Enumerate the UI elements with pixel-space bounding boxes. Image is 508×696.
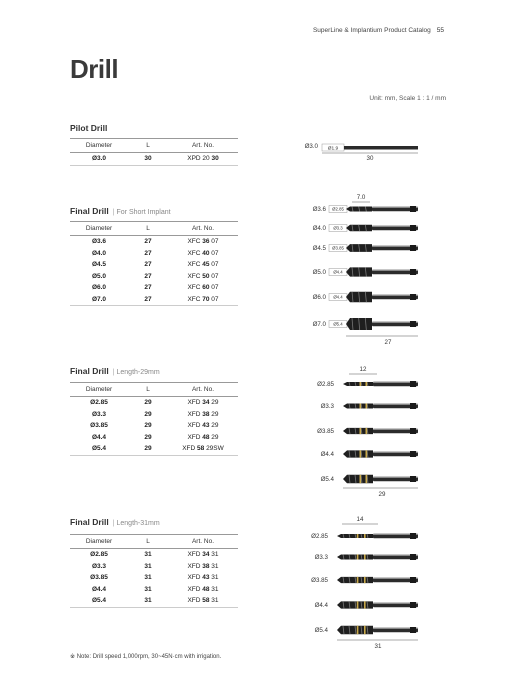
art-no-cell: XFC 60 07	[187, 284, 219, 292]
diameter-label: Ø3.6	[312, 206, 326, 213]
column-header-length: L	[128, 222, 168, 236]
pilot-length-label: 30	[366, 155, 374, 162]
page-number: 55	[436, 27, 444, 34]
diameter-cell: Ø3.6	[91, 238, 107, 246]
tip-dim-label: Ø2.85	[332, 206, 344, 212]
art-no-cell: XFC 36 07	[187, 238, 219, 246]
drill-image	[343, 450, 418, 457]
diameter-label: Ø4.5	[312, 245, 326, 252]
diameter-cell: Ø4.4	[91, 433, 107, 441]
length-cell: 29	[144, 410, 152, 418]
diameter-label: Ø4.4	[320, 451, 334, 458]
section-title-final-short: Final Drill| For Short Implant	[70, 206, 171, 216]
art-no-cell: XFD 58 29SW	[168, 443, 238, 455]
diameter-cell: Ø7.0	[70, 294, 128, 306]
page-title: Drill	[70, 54, 119, 84]
diameter-cell: Ø3.0	[70, 153, 128, 166]
art-no-cell: XFC 50 07	[187, 272, 219, 280]
art-no-cell: XPD 20 30	[168, 153, 238, 166]
diameter-cell: Ø4.4	[91, 585, 107, 593]
column-header-art: Art. No.	[168, 139, 238, 153]
diameter-cell: Ø4.5	[91, 261, 107, 269]
drill-image	[346, 244, 418, 252]
art-no-cell: XFD 34 31	[187, 551, 219, 559]
length-cell: 29	[128, 443, 168, 455]
length-cell: 29	[144, 399, 152, 407]
length-cell: 30	[128, 153, 168, 166]
diameter-label: Ø3.3	[320, 403, 334, 410]
length-label: 27	[384, 339, 392, 346]
diameter-cell: Ø4.0	[91, 249, 107, 257]
drill-image	[343, 428, 418, 434]
drill-image	[337, 626, 418, 634]
column-header-art: Art. No.	[168, 535, 238, 549]
drill-image	[346, 318, 418, 330]
top-dim-label: 7.0	[356, 194, 366, 201]
length-cell: 31	[144, 551, 152, 559]
diameter-label: Ø3.85	[311, 577, 328, 584]
diameter-label: Ø4.4	[314, 602, 328, 609]
top-dim-label: 14	[356, 516, 364, 523]
section-title-pilot: Pilot Drill	[70, 123, 108, 133]
art-no-cell: XFD 58 31	[168, 595, 238, 607]
length-cell: 31	[128, 595, 168, 607]
length-cell: 27	[144, 249, 152, 257]
length-label: 29	[378, 491, 386, 498]
length-cell: 31	[144, 562, 152, 570]
column-header-length: L	[128, 535, 168, 549]
art-no-cell: XFD 48 29	[187, 433, 219, 441]
diameter-cell: Ø2.85	[90, 399, 108, 407]
column-header-diameter: Diameter	[70, 383, 128, 397]
pilot-drill-image	[344, 146, 418, 150]
section-title-final-31: Final Drill| Length-31mm	[70, 517, 160, 527]
diameter-cell: Ø5.0	[91, 272, 107, 280]
column-header-art: Art. No.	[168, 383, 238, 397]
section-title-final-29: Final Drill| Length-29mm	[70, 366, 160, 376]
diameter-label: Ø4.0	[312, 225, 326, 232]
diameter-label: Ø5.0	[312, 269, 326, 276]
tip-dim-label: Ø4.4	[333, 294, 343, 300]
drill-image	[337, 601, 418, 608]
tip-dim-label: Ø5.4	[333, 321, 343, 327]
length-cell: 27	[128, 294, 168, 306]
diameter-cell: Ø5.4	[70, 443, 128, 455]
column-header-diameter: Diameter	[70, 139, 128, 153]
pilot-diameter-label: Ø3.0	[304, 143, 318, 150]
drill-image	[346, 292, 418, 303]
top-dim-label: 12	[359, 366, 367, 373]
drill-image	[343, 475, 418, 483]
diameter-cell: Ø3.3	[91, 410, 107, 418]
drill-image	[337, 533, 418, 539]
length-cell: 31	[144, 574, 152, 582]
art-no-cell: XFD 38 31	[187, 562, 219, 570]
diameter-cell: Ø6.0	[91, 284, 107, 292]
art-no-cell: XFC 45 07	[187, 261, 219, 269]
drill-image	[343, 381, 418, 387]
length-cell: 27	[144, 272, 152, 280]
length-label: 31	[374, 643, 382, 650]
drill-image	[346, 267, 418, 276]
diameter-cell: Ø5.4	[70, 595, 128, 607]
diameter-label: Ø5.4	[320, 476, 334, 483]
art-no-cell: XFD 48 31	[187, 585, 219, 593]
tip-dim-label: Ø3.3	[333, 225, 343, 231]
diameter-cell: Ø2.85	[90, 551, 108, 559]
art-no-cell: XFD 34 29	[187, 399, 219, 407]
diameter-label: Ø3.3	[314, 554, 328, 561]
art-no-cell: XFC 70 07	[168, 294, 238, 306]
length-cell: 29	[144, 433, 152, 441]
diameter-cell: Ø3.85	[90, 574, 108, 582]
diameter-label: Ø5.4	[314, 627, 328, 634]
art-no-cell: XFD 43 31	[187, 574, 219, 582]
column-header-diameter: Diameter	[70, 222, 128, 236]
column-header-diameter: Diameter	[70, 535, 128, 549]
tip-dim-label: Ø3.85	[332, 245, 344, 251]
length-cell: 27	[144, 284, 152, 292]
length-cell: 31	[144, 585, 152, 593]
column-header-length: L	[128, 139, 168, 153]
length-cell: 29	[144, 422, 152, 430]
drill-image	[346, 206, 418, 212]
diameter-cell: Ø3.85	[90, 422, 108, 430]
diameter-label: Ø2.85	[317, 381, 334, 388]
art-no-cell: XFD 43 29	[187, 422, 219, 430]
diameter-label: Ø7.0	[312, 321, 326, 328]
length-cell: 27	[144, 238, 152, 246]
length-cell: 27	[144, 261, 152, 269]
catalog-title: SuperLine & Implantium Product Catalog	[312, 27, 431, 34]
art-no-cell: XFD 38 29	[187, 410, 219, 418]
art-no-cell: XFC 40 07	[187, 249, 219, 257]
column-header-length: L	[128, 383, 168, 397]
drill-image	[346, 225, 418, 231]
diameter-cell: Ø3.3	[91, 562, 107, 570]
pilot-tip-label: Ø1.9	[327, 146, 339, 152]
drill-speed-note: ※ Note: Drill speed 1,000rpm, 30~45N·cm with irrigation.	[70, 654, 222, 660]
drill-image	[337, 554, 418, 560]
tip-dim-label: Ø4.4	[333, 269, 343, 275]
drill-image	[343, 403, 418, 409]
column-header-art: Art. No.	[168, 222, 238, 236]
diameter-label: Ø6.0	[312, 294, 326, 301]
unit-note: Unit: mm, Scale 1 : 1 / mm	[369, 95, 446, 102]
diameter-label: Ø2.85	[311, 533, 328, 540]
drill-image	[337, 577, 418, 583]
diameter-label: Ø3.85	[317, 428, 334, 435]
